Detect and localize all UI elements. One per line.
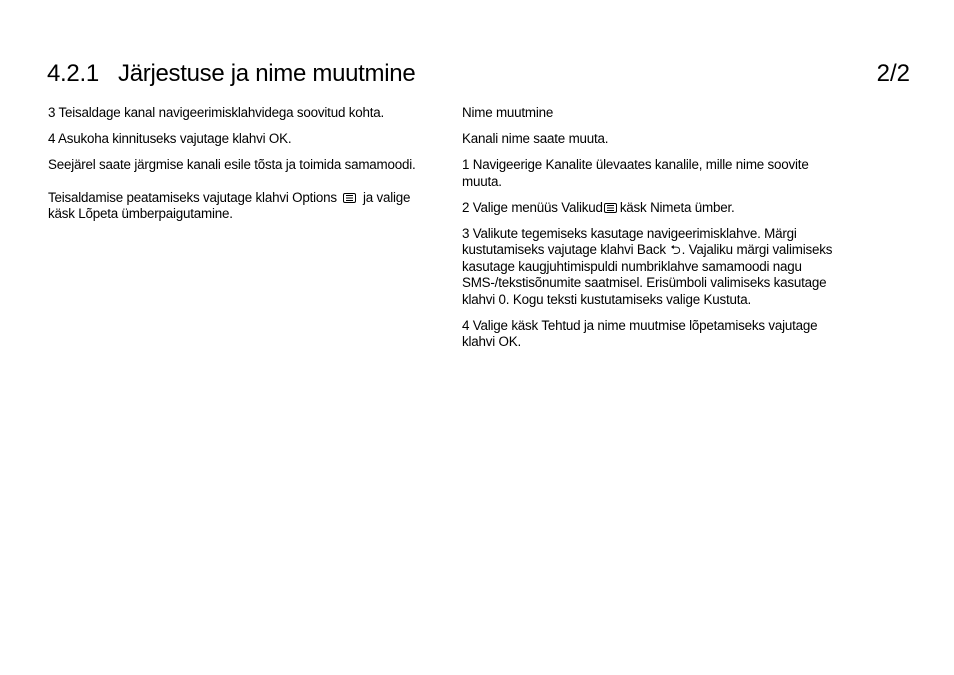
section-number: 4.2.1 bbox=[47, 60, 99, 87]
right-paragraph-4-text-b: . Vajaliku märgi valimiseks kasutage kaugjuhtimispuldi numbriklahve samamoodi nagu SMS-/tekstisõnumite saatmisel. Erisümboli valimiseks kasutage klahvi 0. Kogu teksti kustutamiseks valige Kustuta. bbox=[462, 242, 833, 307]
left-paragraph-2: 4 Asukoha kinnituseks vajutage klahvi OK. bbox=[48, 131, 292, 146]
right-paragraph-4-text-a: 3 Valikute tegemiseks kasutage navigeerimisklahve. Märgi kustutamiseks vajutage klahvi Back bbox=[462, 225, 797, 257]
section-title: Järjestuse ja nime muutmine bbox=[118, 60, 416, 87]
left-paragraph-1: 3 Teisaldage kanal navigeerimisklahvidega soovitud kohta. bbox=[48, 105, 384, 120]
right-paragraph-3 bbox=[462, 200, 847, 217]
options-menu-icon bbox=[604, 203, 617, 213]
right-paragraph-4 bbox=[462, 226, 847, 309]
page-indicator: 2/2 bbox=[876, 60, 910, 87]
right-paragraph-2: 1 Navigeerige Kanalite ülevaates kanalile, mille nime soovite muuta. bbox=[462, 157, 809, 189]
left-paragraph-4-text-b: ja valige käsk Lõpeta ümberpaigutamine. bbox=[48, 189, 411, 221]
page-header bbox=[47, 60, 910, 92]
left-paragraph-4 bbox=[48, 190, 428, 223]
right-column bbox=[462, 105, 847, 360]
back-arrow-icon: ⮌ bbox=[670, 242, 681, 257]
right-paragraph-3-text-b: käsk Nimeta ümber. bbox=[619, 199, 735, 215]
right-paragraph-3-text-a: 2 Valige menüüs Valikud bbox=[462, 199, 603, 215]
left-column bbox=[48, 105, 428, 232]
right-paragraph-1: Kanali nime saate muuta. bbox=[462, 131, 609, 146]
options-menu-icon bbox=[343, 193, 356, 203]
rename-heading: Nime muutmine bbox=[462, 105, 554, 120]
left-paragraph-4-text-a: Teisaldamise peatamiseks vajutage klahvi Options bbox=[48, 189, 337, 205]
right-paragraph-5: 4 Valige käsk Tehtud ja nime muutmise lõpetamiseks vajutage klahvi OK. bbox=[462, 317, 818, 349]
left-paragraph-3: Seejärel saate järgmise kanali esile tõsta ja toimida samamoodi. bbox=[48, 157, 416, 172]
